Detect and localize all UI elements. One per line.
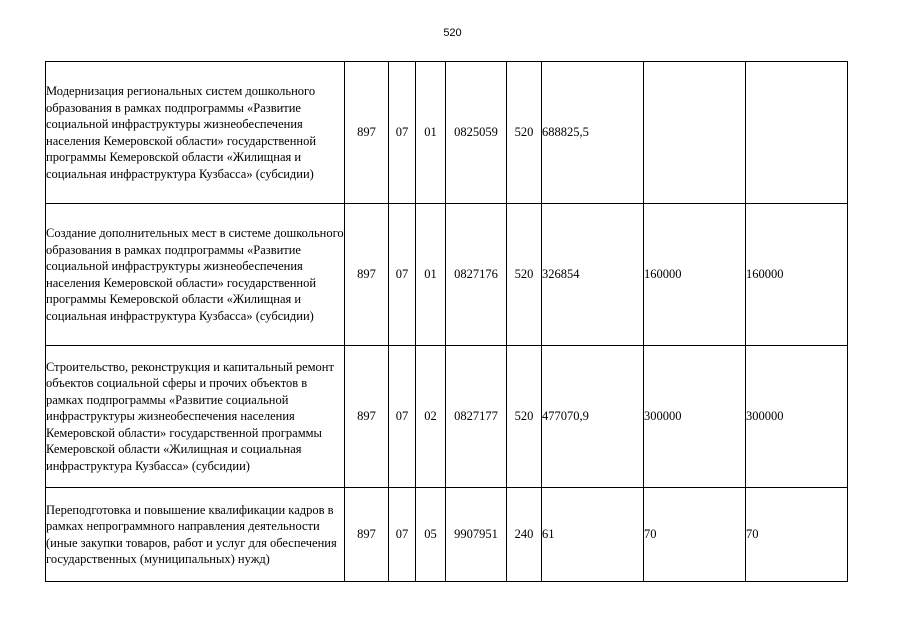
expense-name-cell: Создание дополнительных мест в системе дошкольного образования в рамках подпрограммы «Развитие социальной инфраструктуры жизнеобеспечения населения Кемеровской области» государственной программы Кемеровской области «Жилищная и социальная инфраструктура Кузбасса» (субсидии) [46,204,345,346]
sum-year-3-cell: 300000 [746,346,848,488]
sum-year-3-cell: 70 [746,488,848,582]
page-number: 520 [443,27,462,39]
expense-type-cell: 240 [507,488,542,582]
expense-type-cell: 520 [507,204,542,346]
table-row [46,62,848,204]
section-code-cell: 07 [389,204,416,346]
sum-year-2-cell: 70 [644,488,746,582]
ministry-code-cell: 897 [345,488,389,582]
ministry-code-cell: 897 [345,204,389,346]
expense-name-cell: Модернизация региональных систем дошкольного образования в рамках подпрограммы «Развитие социальной инфраструктуры жизнеобеспечения населения Кемеровской области» государственной программы Кемеровской области «Жилищная и социальная инфраструктура Кузбасса» (субсидии) [46,62,345,204]
budget-table [45,61,848,582]
expense-name-cell: Переподготовка и повышение квалификации кадров в рамках непрограммного направления деятельности (иные закупки товаров, работ и услуг для обеспечения государственных (муниципальных) нужд) [46,488,345,582]
sum-year-2-cell: 160000 [644,204,746,346]
table-row [46,346,848,488]
section-code-cell: 07 [389,488,416,582]
sum-year-2-cell: 300000 [644,346,746,488]
ministry-code-cell: 897 [345,346,389,488]
expense-type-cell: 520 [507,62,542,204]
subsection-code-cell: 02 [416,346,446,488]
section-code-cell: 07 [389,346,416,488]
subsection-code-cell: 01 [416,62,446,204]
sum-year-3-cell: 160000 [746,204,848,346]
section-code-cell: 07 [389,62,416,204]
target-code-cell: 0827176 [446,204,507,346]
table-row [46,204,848,346]
ministry-code-cell: 897 [345,62,389,204]
sum-year-2-cell [644,62,746,204]
subsection-code-cell: 05 [416,488,446,582]
table-row [46,488,848,582]
sum-year-3-cell [746,62,848,204]
target-code-cell: 0825059 [446,62,507,204]
sum-year-1-cell: 61 [542,488,644,582]
expense-type-cell: 520 [507,346,542,488]
sum-year-1-cell: 688825,5 [542,62,644,204]
sum-year-1-cell: 326854 [542,204,644,346]
expense-name-cell: Строительство, реконструкция и капитальный ремонт объектов социальной сферы и прочих объектов в рамках подпрограммы «Развитие социальной инфраструктуры жизнеобеспечения населения Кемеровской области» государственной программы Кемеровской области «Жилищная и социальная инфраструктура Кузбасса» (субсидии) [46,346,345,488]
target-code-cell: 0827177 [446,346,507,488]
subsection-code-cell: 01 [416,204,446,346]
sum-year-1-cell: 477070,9 [542,346,644,488]
target-code-cell: 9907951 [446,488,507,582]
